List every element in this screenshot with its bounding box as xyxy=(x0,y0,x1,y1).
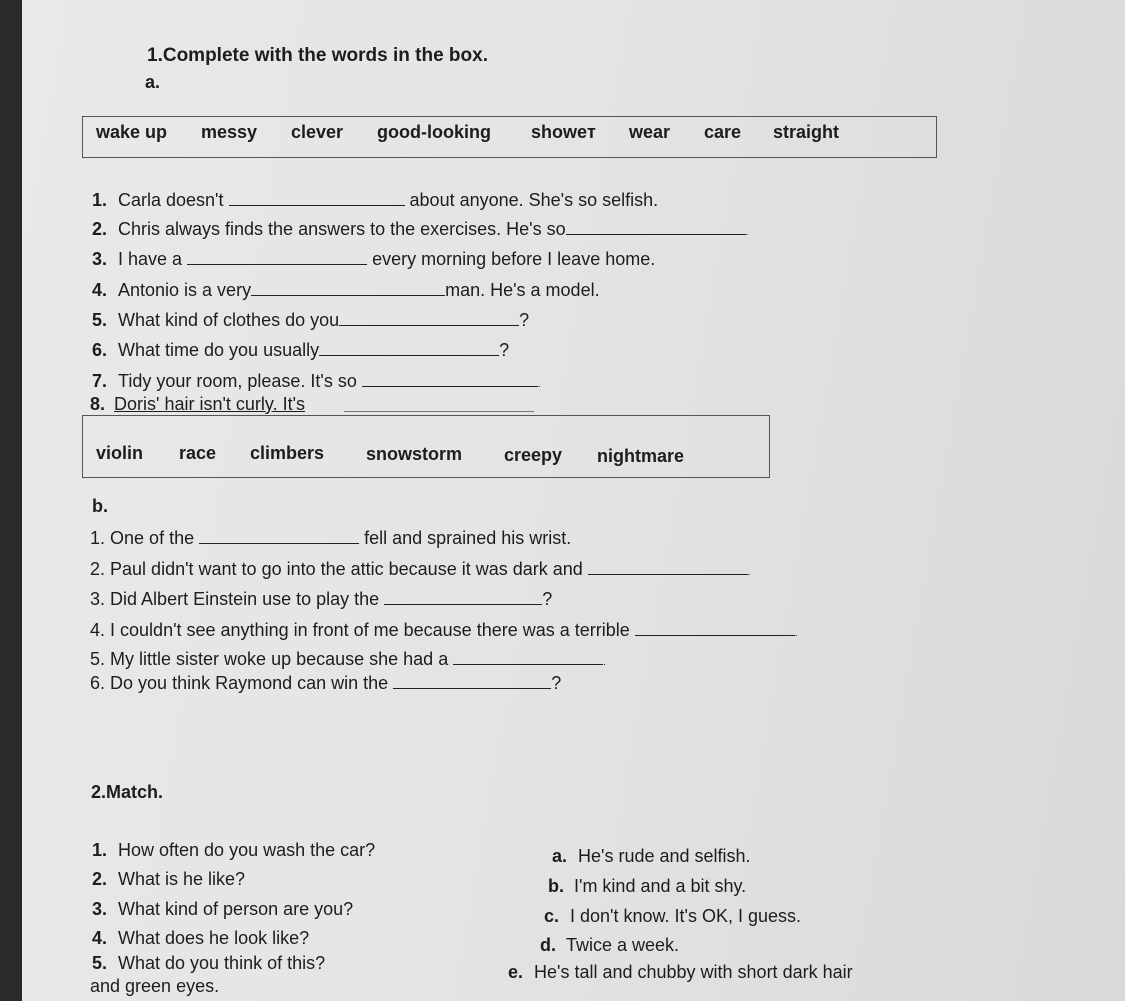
answer-blank[interactable] xyxy=(588,560,748,575)
item-number: 3. xyxy=(92,899,108,919)
sentence-text: . xyxy=(794,628,798,639)
sentence-text: man. He's a model. xyxy=(445,280,600,300)
box-word: snowstorm xyxy=(366,444,463,464)
worksheet-page xyxy=(22,0,1125,1001)
question-text: What does he look like? xyxy=(118,928,310,948)
item-number: 1. xyxy=(92,190,108,210)
box-word: race xyxy=(179,443,217,463)
item-letter: a. xyxy=(552,846,568,866)
sentence-text: My little sister woke up because she had a xyxy=(110,649,449,669)
sentence-text: What kind of clothes do you xyxy=(118,310,340,330)
box-word: messy xyxy=(201,122,258,142)
sentence-text: One of the xyxy=(110,528,195,548)
sentence-b-4 xyxy=(90,620,798,641)
box-word: violin xyxy=(96,443,144,463)
match-answer-e xyxy=(508,962,853,983)
sentence-a-1 xyxy=(92,190,658,211)
sentence-text: every morning before I leave home. xyxy=(372,249,656,269)
item-number: 2. xyxy=(90,559,106,579)
sentence-a-6 xyxy=(92,340,509,361)
sentence-a-5 xyxy=(92,310,529,331)
answer-blank[interactable] xyxy=(393,674,551,689)
box-word: clever xyxy=(291,122,344,142)
match-answer-b xyxy=(548,876,746,897)
sentence-a-8 xyxy=(90,394,305,415)
sentence-b-5 xyxy=(90,649,606,670)
answer-blank[interactable] xyxy=(229,191,405,206)
box-word: care xyxy=(704,122,742,142)
exercise-1-title: 1.Complete with the words in the box. xyxy=(147,45,488,66)
answer-blank[interactable] xyxy=(339,311,519,326)
item-number: 5. xyxy=(90,649,106,669)
answer-blank[interactable] xyxy=(319,341,499,356)
box-word: climbers xyxy=(250,443,325,463)
sentence-a-7 xyxy=(92,371,541,392)
sentence-text: ? xyxy=(542,589,553,609)
sentence-b-3 xyxy=(90,589,552,610)
box-word: nightmare xyxy=(597,446,685,466)
sentence-text: Paul didn't want to go into the attic because it was dark and xyxy=(110,559,583,579)
item-number: 2. xyxy=(92,869,108,889)
box-word: good-looking xyxy=(377,122,491,142)
sentence-text: I have a xyxy=(118,249,183,269)
sentence-b-6 xyxy=(90,673,561,694)
sentence-text: What time do you usually xyxy=(118,340,320,360)
item-number: 8. xyxy=(90,394,106,414)
answer-blank[interactable] xyxy=(635,621,795,636)
match-question-1 xyxy=(92,840,375,861)
question-text: What kind of person are you? xyxy=(118,899,354,919)
sentence-text: Antonio is a very xyxy=(118,280,252,300)
question-text: What is he like? xyxy=(118,869,246,889)
word-box-a xyxy=(82,116,937,158)
sentence-text: Chris always finds the answers to the exercises. He's so xyxy=(118,219,566,239)
sentence-a-4 xyxy=(92,280,600,301)
item-number: 1. xyxy=(92,840,108,860)
answer-blank[interactable] xyxy=(199,529,359,544)
sentence-text: Carla doesn't xyxy=(118,190,224,210)
item-number: 3. xyxy=(90,589,106,609)
item-number: 3. xyxy=(92,249,108,269)
sentence-text: . xyxy=(603,657,607,668)
answer-blank[interactable] xyxy=(566,220,746,235)
item-letter: d. xyxy=(540,935,556,955)
sentence-b-2 xyxy=(90,559,751,580)
sentence-text: ? xyxy=(519,310,530,330)
item-number: 4. xyxy=(92,280,108,300)
answer-blank[interactable] xyxy=(453,650,603,665)
sentence-text: Do you think Raymond can win the xyxy=(110,673,389,693)
item-number: 6. xyxy=(92,340,108,360)
answer-text: I'm kind and a bit shy. xyxy=(574,876,747,896)
answer-blank[interactable] xyxy=(384,590,542,605)
match-question-4 xyxy=(92,928,309,949)
answer-text: He's rude and selfish. xyxy=(578,846,751,866)
answer-text: He's tall and chubby with short dark hair xyxy=(534,962,853,982)
box-word: wake up xyxy=(96,122,168,142)
part-b-label: b. xyxy=(92,496,108,516)
answer-blank[interactable] xyxy=(251,281,445,296)
item-letter: c. xyxy=(544,906,560,926)
match-question-3 xyxy=(92,899,353,920)
sentence-text: I couldn't see anything in front of me because there was a terrible xyxy=(110,620,630,640)
answer-blank[interactable] xyxy=(344,411,534,412)
sentence-text: . xyxy=(747,567,751,578)
item-letter: b. xyxy=(548,876,564,896)
box-word: showeт xyxy=(531,122,596,142)
word-box-b xyxy=(82,415,770,478)
sentence-text: about anyone. She's so selfish. xyxy=(409,190,659,210)
box-word: creepy xyxy=(504,445,563,465)
item-number: 2. xyxy=(92,219,108,239)
answer-text: Twice a week. xyxy=(566,935,680,955)
item-number: 1. xyxy=(90,528,106,548)
match-answer-e-continuation: and green eyes. xyxy=(90,976,220,996)
sentence-text: ? xyxy=(499,340,510,360)
box-word: straight xyxy=(773,122,840,142)
answer-blank[interactable] xyxy=(362,372,538,387)
sentence-a-2 xyxy=(92,219,748,240)
match-question-2 xyxy=(92,869,245,890)
sentence-text: Doris' hair isn't curly. It's xyxy=(114,394,306,414)
sentence-text: fell and sprained his wrist. xyxy=(364,528,572,548)
item-number: 5. xyxy=(92,953,108,973)
sentence-text: . xyxy=(537,379,541,390)
item-number: 6. xyxy=(90,673,106,693)
box-word: wear xyxy=(629,122,671,142)
question-text: How often do you wash the car? xyxy=(118,840,376,860)
item-letter: e. xyxy=(508,962,524,982)
match-answer-d xyxy=(540,935,679,956)
exercise-2-title: 2.Match. xyxy=(91,782,164,802)
sentence-text: ? xyxy=(551,673,562,693)
sentence-b-1 xyxy=(90,528,571,549)
item-number: 4. xyxy=(90,620,106,640)
answer-text: I don't know. It's OK, I guess. xyxy=(570,906,801,926)
sentence-text: . xyxy=(745,227,749,238)
match-answer-a xyxy=(552,846,751,867)
item-number: 5. xyxy=(92,310,108,330)
sentence-a-3 xyxy=(92,249,655,270)
part-a-label: a. xyxy=(145,72,161,92)
question-text: What do you think of this? xyxy=(118,953,326,973)
item-number: 7. xyxy=(92,371,108,391)
sentence-text: Tidy your room, please. It's so xyxy=(118,371,357,391)
match-answer-c xyxy=(544,906,801,927)
item-number: 4. xyxy=(92,928,108,948)
match-question-5 xyxy=(92,953,325,974)
answer-blank[interactable] xyxy=(187,250,367,265)
sentence-text: Did Albert Einstein use to play the xyxy=(110,589,380,609)
